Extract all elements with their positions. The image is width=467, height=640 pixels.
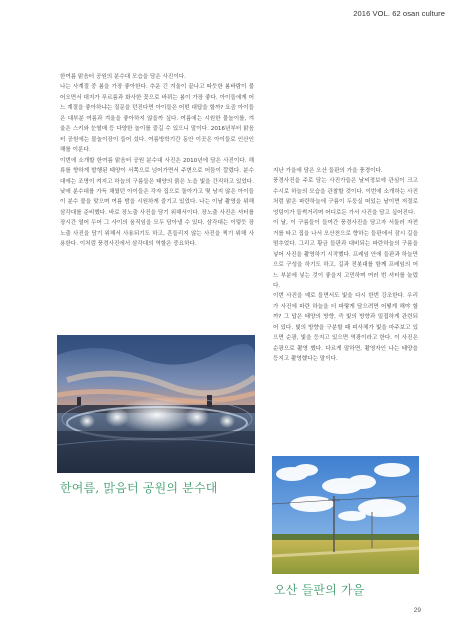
left-paragraph: 이번에 소개할 한여름 맑음터 공원 분수대 사진은 2010년에 담은 사진이다. 해류를 향하게 발행된 태양이 서쪽으로 넘어가면서 주변으로 어둠이 깔렸다. 분수대에는 조명이 켜지고 하늘의 구름들은 태양의 붉은 노을 빛을 간직하고 있었다. 낮에 분수대를 가득 채웠던 아이들은 각자 집으로 돌아가고 몇 남지 않은 아이들이 분수 물을 맞으며 여름 밤을 시원하게 즐기고 있었다. 나는 이날 촬영을 위해 삼각대를 준비했다. 바로 장노출 사진을 담기 위해서이다. 장노출 사진은 셔터를 장시간 열어 두어 그 사이의 움직임을 모두 담아낼 수 있다. 삼각대는 이렇듯 장노출 사진을 담기 위해서 사용되기도 하고, 흔들리지 않는 사진을 찍기 위해 사용한다. 이처럼 풍경사진에서 삼각대의 역할은 중요하다. [60, 157, 254, 248]
left-paragraph: 한여름 맑음터 공원의 분수대 모습을 담은 사진이다. 나는 사계절 중 봄을 가장 좋아한다. 추운 긴 겨울이 끝나고 따듯한 봄바람이 불어오면서 대지가 푸르름과 화사한 꽃으로 바뀌는 봄이 가장 좋다. 아이들에게 어느 계절을 좋아하냐는 질문을 던진다면 아이들은 어떤 대답을 할까? 요즘 아이들은 대부분 여름과 겨울을 좋아하지 않을까 싶다. 여름에는 시원한 물놀이를, 겨울은 스키와 눈썰매 등 다양한 놀이를 즐길 수 있으니 말이다. 2016년부터 맑음터 공원에는 물놀이장이 들어 섰다. 여름방학기간 동안 이곳은 아이들로 인산인해를 이룬다. [60, 74, 254, 154]
fountain-caption: 한여름, 맑음터 공원의 분수대 [60, 481, 218, 495]
right-article-body [273, 166, 418, 365]
page-number: 29 [413, 607, 421, 614]
left-article-body [60, 72, 254, 250]
right-paragraph: 지난 가을에 담은 오산 들판의 가을 풍경이다. 풍경사진을 주로 담는 사진가들은 날씨정보에 관심이 크고 수시로 하늘의 모습을 관찰할 것이다. 이번에 소개하는 사진처럼 맑은 파란하늘에 구름이 두둥실 떠있는 날이면 저절로 엉덩이가 들썩거리며 어디로든 가서 사진을 담고 싶어진다. 이 날, 이 구름들이 들여간 풍경사진을 담고자 서둘러 자전거를 타고 집을 나서 오산천으로 향하는 들판에서 잠시 길을 멈추었다. 그리고 황금 들판과 대비되는 파란하늘의 구름을 넣어 사진을 촬영하기 시작했다. 프레임 안에 들판과 하늘만으로 구성을 하기도 하고, 길과 전봇대를 함께 프레임의 어느 부분에 넣는 것이 좋을지 고민하며 여러 번 셔터를 눌렀다. 이번 사진을 예로 들면서도 빛을 다시 한번 강조한다. 우리가 사진에 파란 하늘을 더 파랗게 담으려면 어떻게 해야 할까? 그 답은 태양의 방향, 즉 빛의 방향과 밀접하게 관련되어 있다. 빛의 방향을 구분할 때 피사체가 빛을 마주보고 있으면 순광, 빛을 등지고 있으면 역광이라고 한다. 이 사진은 순광으로 촬영 했다. 다르게 말하면, 촬영자인 나는 태양을 등지고 촬영했다는 말이다. [273, 168, 418, 363]
field-photo [272, 456, 419, 574]
field-photo-image [272, 456, 419, 574]
issue-header: 2016 VOL. 62 osan culture [353, 9, 445, 18]
fountain-photo-image [57, 335, 255, 473]
field-caption: 오산 들판의 가을 [274, 583, 365, 597]
fountain-photo [57, 335, 255, 473]
